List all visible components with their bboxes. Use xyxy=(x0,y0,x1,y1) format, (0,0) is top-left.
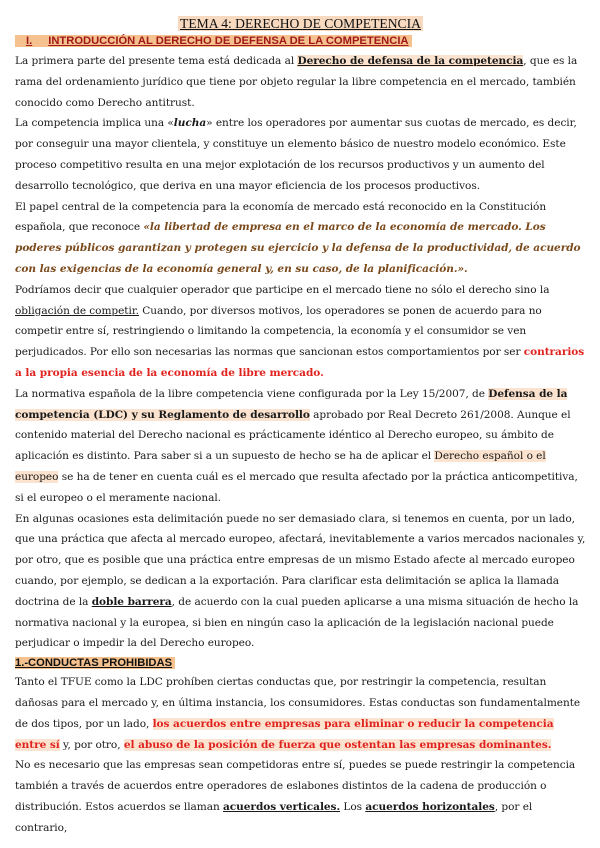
paragraph-1: La primera parte del presente tema está dedicada al Derecho de defensa de la competencia, que es la rama del ordenamiento jurídico que tiene por objeto regular la libre competencia en el mercado, también conocido como Derecho antitrust. xyxy=(15,55,578,109)
paragraph-8: No es necesario que las empresas sean competidoras entre sí, puedes se puede restringir la competencia también a través de acuerdos entre operadores de eslabones distintos de la cadena de producción o distribución. Estos acuerdos se llaman acuerdos verticales. Los acuerdos horizontales, por el contrario, xyxy=(15,759,576,834)
paragraph-3: El papel central de la competencia para la economía de mercado está reconocido en la Constitución española, que reconoce «la libertad de empresa en el marco de la economía de mercado. Los poderes públicos garantizan y protegen su ejercicio y la defensa de la productividad, de acuerdo con las exigencias de la economía general y, en su caso, de la planificación.». xyxy=(15,200,581,275)
page-title: TEMA 4: DERECHO DE COMPETENCIA xyxy=(180,16,421,31)
paragraph-4: Podríamos decir que cualquier operador que participe en el mercado tiene no sólo el derecho sino la obligación de competir. Cuando, por diversos motivos, los operadores se ponen de acuerdo para no competir entre sí, restringiendo o limitando la competencia, la economía y el consumidor se ven perjudicados. Por ello son necesarias las normas que sancionan estos comportamientos por ser contrarios a la propia esencia de la economía de libre mercado. xyxy=(15,283,585,379)
paragraph-7: Tanto el TFUE como la LDC prohíben ciertas conductas que, por restringir la competencia, resultan dañosas para el mercado y, en última instancia, los consumidores. Estas conductas son fundamentalmente de dos tipos, por un lado, los acuerdos entre empresas para eliminar o reducir la competencia entre sí y, por otro, el abuso de la posición de fuerza que ostentan las empresas dominantes. xyxy=(15,676,581,751)
paragraph-2: La competencia implica una «lucha» entre los operadores por aumentar sus cuotas de mercado, es decir, por conseguir una mayor clientela, y constituye un elemento básico de nuestro modelo económico. Este proceso competitivo resulta en una mejor explotación de los recursos productivos y un aumento del desarrollo tecnológico, que deriva en una mayor eficiencia de los procesos productivos. xyxy=(15,117,577,192)
paragraph-6: En algunas ocasiones esta delimitación puede no ser demasiado clara, si tenemos en cuenta, por un lado, que una práctica que afecta al mercado europeo, afectará, inevitablemente a varios mercados nacionales y, por otro, que es posible que una práctica entre empresas de un mismo Estado afecte al mercado europeo cuando, por ejemplo, se dedican a la exportación. Para clarificar esta delimitación se aplica la llamada doctrina de la doble barrera, de acuerdo con la cual pueden aplicarse a una misma situación de hecho la normativa nacional y la europea, si bien en ningún caso la aplicación de la legislación nacional puede perjudicar o impedir la del Derecho europeo. xyxy=(15,512,586,650)
section-heading-2: 1.-CONDUCTAS PROHIBIDAS xyxy=(15,654,586,672)
section-heading-1: I. INTRODUCCIÓN AL DERECHO DE DEFENSA DE LA COMPETENCIA xyxy=(15,33,586,50)
paragraph-5: La normativa española de la libre competencia viene configurada por la Ley 15/2007, de Defensa de la competencia (LDC) y su Reglamento de desarrollo aprobado por Real Decreto 261/2008. Aunque el contenido material del Derecho nacional es prácticamente idéntico al Derecho europeo, su ámbito de aplicación es distinto. Para saber si a un supuesto de hecho se ha de aplicar el Derecho español o el europeo se ha de tener en cuenta cuál es el mercado que resulta afectado por la práctica anticompetitiva, si el europeo o el meramente nacional. xyxy=(15,387,578,504)
